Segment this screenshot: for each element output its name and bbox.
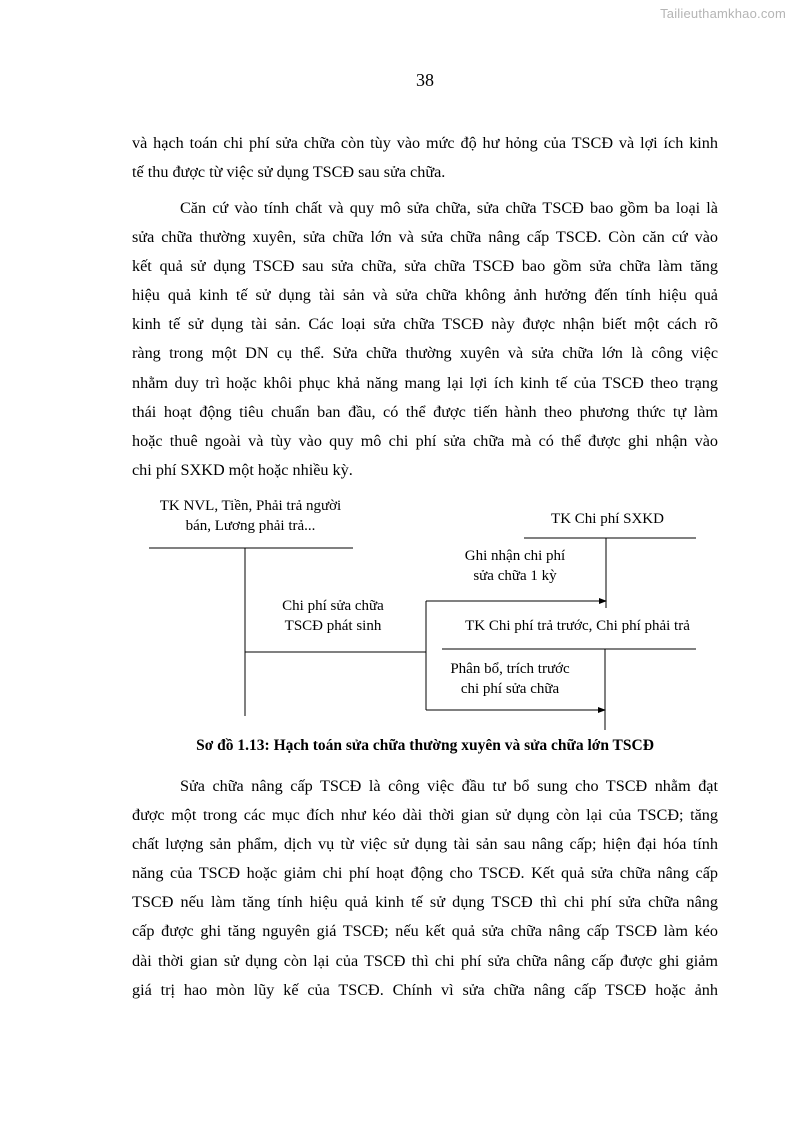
prepaid-account-label: TK Chi phí trả trước, Chi phí phải trả — [465, 618, 690, 634]
paragraph-line: sửa chữa thường xuyên, sửa chữa lớn và sửa chữa nâng cấp TSCĐ. Còn căn cứ vào — [132, 228, 718, 247]
paragraph-line: chi phí SXKD một hoặc nhiều kỳ. — [132, 460, 353, 479]
record-cost-label-line: sửa chữa 1 kỳ — [473, 568, 557, 584]
paragraph-1 — [132, 129, 718, 187]
paragraph-line: chất lượng sản phẩm, dịch vụ từ việc sử dụng tài sản sau nâng cấp; hiện đại hóa tính — [132, 835, 718, 854]
paragraph-line: và hạch toán chi phí sửa chữa còn tùy vào mức độ hư hỏng của TSCĐ và lợi ích kinh — [132, 134, 718, 152]
paragraph-line: tế thu được từ việc sử dụng TSCĐ sau sửa chữa. — [132, 163, 446, 182]
paragraph-line: hiệu quả kinh tế sử dụng tài sản và sửa chữa không ảnh hưởng đến tính hiệu quả — [132, 286, 718, 305]
left-account-label-line: bán, Lương phải trả... — [185, 518, 316, 534]
paragraph-line: cấp được ghi tăng nguyên giá TSCĐ; nếu kết quả sửa chữa nâng cấp TSCĐ làm kéo — [132, 922, 718, 941]
record-cost-label-line: Ghi nhận chi phí — [464, 548, 566, 564]
paragraph-line: thái hoạt động tiêu chuẩn ban đầu, có thể được tiến hành theo phương thức tự làm — [132, 402, 718, 421]
allocate-cost-label-line: chi phí sửa chữa — [460, 681, 560, 697]
incurred-cost-label-line: TSCĐ phát sinh — [284, 618, 382, 634]
paragraph-line: nhằm duy trì hoặc khôi phục khả năng mang lại lợi ích kinh tế của TSCĐ theo trạng — [132, 373, 718, 392]
paragraph-3 — [132, 772, 718, 1005]
incurred-cost-label — [258, 596, 408, 636]
paragraph-line: kết quả sử dụng TSCĐ sau sửa chữa, sửa chữa TSCĐ bao gồm sửa chữa làm tăng — [132, 257, 718, 276]
paragraph-line: năng của TSCĐ hoặc giảm chi phí hoạt động cho TSCĐ. Kết quả sửa chữa nâng cấp — [132, 864, 718, 883]
left-account-label — [138, 496, 363, 536]
paragraph-line: TSCĐ nếu làm tăng tính hiệu quả kinh tế sử dụng TSCĐ thì chi phí sửa chữa nâng — [132, 893, 718, 912]
paragraph-line: giá trị hao mòn lũy kế của TSCĐ. Chính vì sửa chữa nâng cấp TSCĐ hoặc ảnh — [132, 980, 718, 999]
page-number: 38 — [416, 70, 434, 90]
paragraph-line: kinh tế sử dụng tài sản. Các loại sửa chữa TSCĐ này được nhận biết một cách rõ — [132, 315, 718, 334]
paragraph-line: Sửa chữa nâng cấp TSCĐ là công việc đầu tư bổ sung cho TSCĐ nhằm đạt — [180, 777, 718, 795]
paragraph-line: hoặc thuê ngoài và tùy vào quy mô chi phí sửa chữa mà có thể được ghi nhận vào — [132, 431, 718, 450]
paragraph-line: được một trong các mục đích như kéo dài thời gian sử dụng còn lại của TSCĐ; tăng — [132, 806, 718, 825]
incurred-cost-label-line: Chi phí sửa chữa — [282, 598, 384, 614]
diagram-caption: Sơ đồ 1.13: Hạch toán sửa chữa thường xuyên và sửa chữa lớn TSCĐ — [196, 737, 654, 754]
allocate-cost-label-line: Phân bổ, trích trước — [450, 661, 570, 677]
watermark-text: Tailieuthamkhao.com — [660, 6, 786, 21]
paragraph-line: ràng trong một DN cụ thể. Sửa chữa thường xuyên và sửa chữa lớn là công việc — [132, 344, 718, 363]
paragraph-line: dài thời gian sử dụng còn lại của TSCĐ thì chi phí sửa chữa nâng cấp được ghi giảm — [132, 951, 718, 970]
record-cost-label — [440, 546, 590, 586]
left-account-label-line: TK NVL, Tiền, Phải trả người — [159, 498, 342, 514]
paragraph-2 — [132, 194, 718, 485]
sxkd-account-label: TK Chi phí SXKD — [551, 511, 664, 527]
paragraph-line: Căn cứ vào tính chất và quy mô sửa chữa, sửa chữa TSCĐ bao gồm ba loại là — [180, 199, 718, 217]
allocate-cost-label — [430, 659, 590, 699]
